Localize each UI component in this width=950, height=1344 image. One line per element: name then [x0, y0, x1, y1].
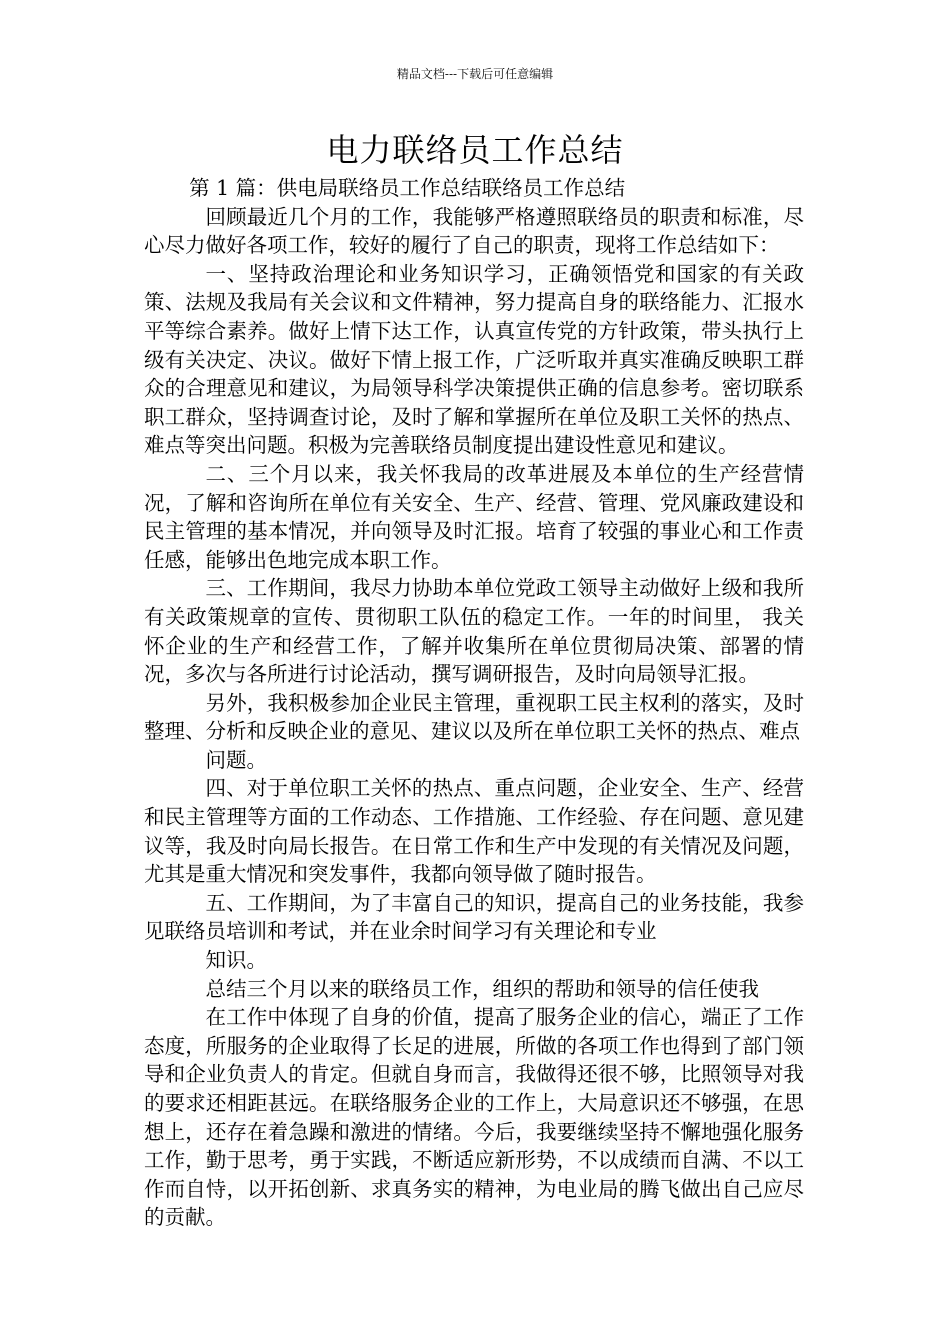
- paragraph-additionally: 另外，我积极参加企业民主管理，重视职工民主权利的落实，及时整理、分析和反映企业的意见、建议以及所在单位职工关怀的热点、难点: [144, 690, 804, 744]
- paragraph-intro: 回顾最近几个月的工作，我能够严格遵照联络员的职责和标准，尽心尽力做好各项工作，较好的履行了自己的职责，现将工作总结如下：: [144, 204, 804, 258]
- paragraph-fragment: 问题。: [205, 747, 267, 772]
- paragraph-section-2: 二、三个月以来，我关怀我局的改革进展及本单位的生产经营情况，了解和咨询所在单位有关安全、生产、经营、管理、党风廉政建设和民主管理的基本情况，并向领导及时汇报。培育了较强的事业心和工作责任感，能够出色地完成本职工作。: [144, 461, 804, 572]
- paragraph-section-1: 一、坚持政治理论和业务知识学习，正确领悟党和国家的有关政策、法规及我局有关会议和文件精神，努力提高自身的联络能力、汇报水平等综合素养。做好上情下达工作，认真宣传党的方针政策，带头执行上级有关决定、决议。做好下情上报工作，广泛听取并真实准确反映职工群众的合理意见和建议，为局领导科学决策提供正确的信息参考。密切联系职工群众，坚持调查讨论，及时了解和掌握所在单位及职工关怀的热点、难点等突出问题。积极为完善联络员制度提出建设性意见和建议。: [144, 261, 804, 458]
- paragraph-section-3: 三、工作期间，我尽力协助本单位党政工领导主动做好上级和我所有关政策规章的宣传、贯彻职工队伍的稳定工作。一年的时间里， 我关怀企业的生产和经营工作，了解并收集所在单位贯彻局决策、部署的情况，多次与各所进行讨论活动，撰写调研报告，及时向局领导汇报。: [144, 576, 804, 687]
- document-body: [144, 174, 804, 1232]
- paragraph-section-5: 五、工作期间，为了丰富自己的知识，提高自己的业务技能，我参见联络员培训和考试，并在业余时间学习有关理论和专业: [144, 890, 804, 944]
- document-title: 电力联络员工作总结: [326, 131, 624, 169]
- paragraph-summary: 在工作中体现了自身的价值，提高了服务企业的信心，端正了工作态度，所服务的企业取得了长足的进展，所做的各项工作也得到了部门领导和企业负责人的肯定。但就自身而言，我做得还很不够，比照领导对我的要求还相距甚远。在联络服务企业的工作上，大局意识还不够强，在思想上，还存在着急躁和激进的情绪。今后，我要继续坚持不懈地强化服务工作，勤于思考，勇于实践，不断适应新形势，不以成绩而自满、不以工作而自恃，以开拓创新、求真务实的精神，为电业局的腾飞做出自己应尽的贡献。: [144, 1005, 804, 1230]
- paragraph-fragment: 知识。: [205, 948, 267, 973]
- paragraph-summary-lead: 总结三个月以来的联络员工作，组织的帮助和领导的信任使我: [205, 976, 759, 1001]
- paragraph-section-4: 四、对于单位职工关怀的热点、重点问题，企业安全、生产、经营和民主管理等方面的工作动态、工作措施、工作经验、存在问题、意见建议等，我及时向局长报告。在日常工作和生产中发现的有关情况及问题，尤其是重大情况和突发事件，我都向领导做了随时报告。: [144, 776, 804, 887]
- page-header: 精品文档---下载后可任意编辑: [396, 67, 554, 81]
- document-subtitle: 第 1 篇：供电局联络员工作总结联络员工作总结: [189, 176, 626, 200]
